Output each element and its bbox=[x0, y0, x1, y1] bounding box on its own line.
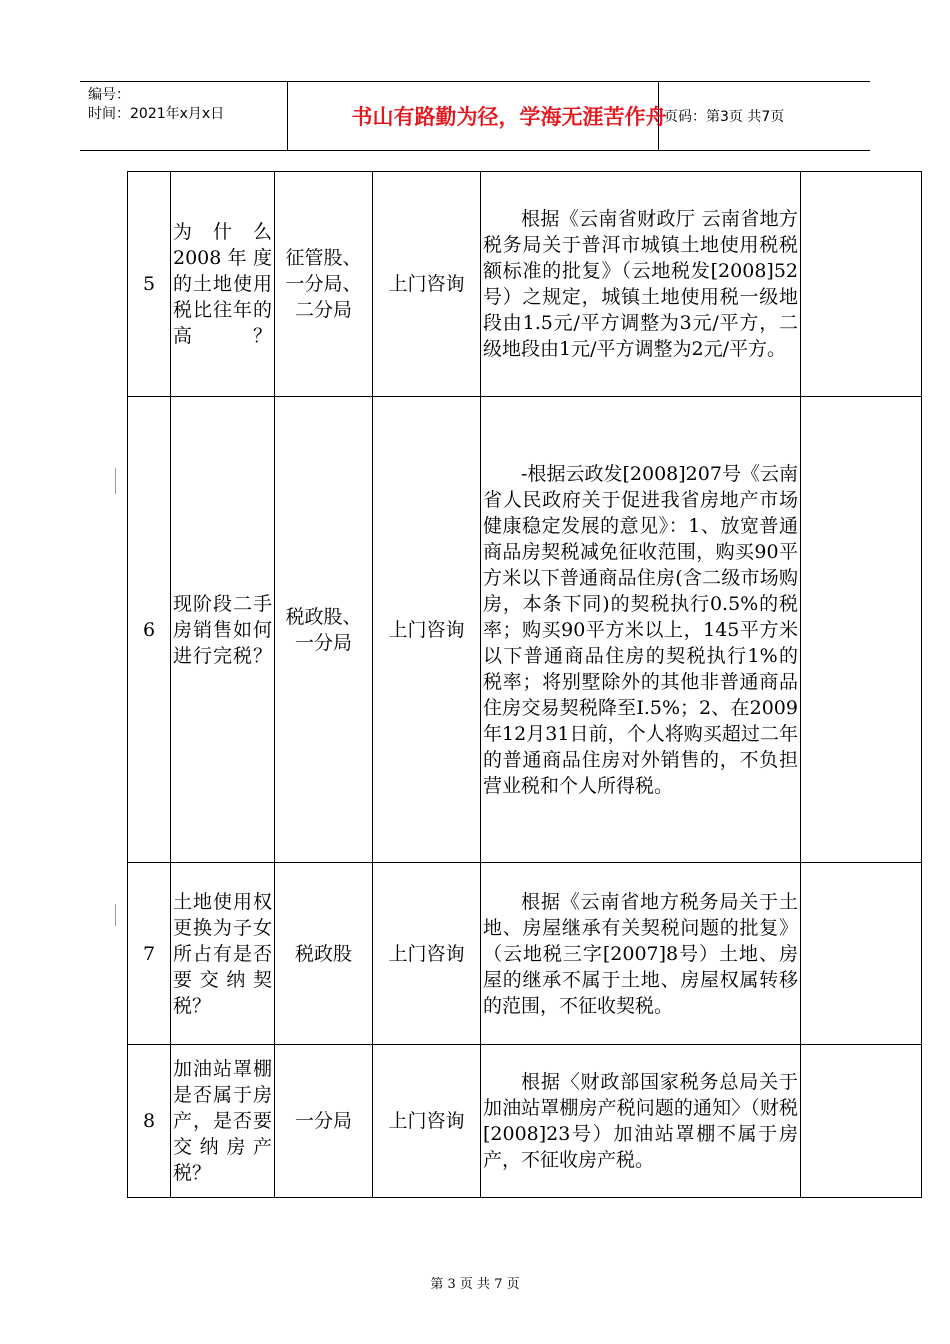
department-cell: 征管股、一分局、二分局 bbox=[275, 172, 373, 397]
table-row bbox=[128, 863, 922, 1045]
question-cell: 土地使用权更换为子女所占有是否要交纳契税？ bbox=[171, 863, 275, 1045]
page-footer: 第 3 页 共 7 页 bbox=[430, 1277, 520, 1292]
header-page-info: 页码：第3页 共7页 bbox=[664, 109, 785, 125]
row-number: 5 bbox=[128, 172, 171, 397]
number-label: 编号： bbox=[88, 87, 130, 103]
answer-cell: 根据《云南省财政厅 云南省地方税务局关于普洱市城镇土地使用税税额标准的批复》（云地税发[2008]52号）之规定，城镇土地使用税一级地段由1.5元/平方调整为3元/平方，二级地段由1元/平方调整为2元/平方。 bbox=[481, 172, 801, 397]
table-row bbox=[128, 397, 922, 863]
remark-cell bbox=[801, 863, 922, 1045]
remark-cell bbox=[801, 172, 922, 397]
margin-mark bbox=[115, 904, 116, 926]
department-cell: 税政股 bbox=[275, 863, 373, 1045]
question-cell: 为什么2008年度的土地使用税比往年的高？ bbox=[171, 172, 275, 397]
page-header bbox=[80, 81, 870, 151]
table-row bbox=[128, 1045, 922, 1198]
row-number: 8 bbox=[128, 1045, 171, 1198]
row-number: 6 bbox=[128, 397, 171, 863]
answer-cell: 根据〈财政部国家税务总局关于加油站罩棚房产税问题的通知〉（财税[2008]23号）加油站罩棚不属于房产，不征收房产税。 bbox=[481, 1045, 801, 1198]
table-row bbox=[128, 172, 922, 397]
time-label: 时间：2021年x月x日 bbox=[88, 106, 225, 122]
remark-cell bbox=[801, 397, 922, 863]
consultation-table bbox=[127, 171, 922, 1198]
method-cell: 上门咨询 bbox=[373, 1045, 481, 1198]
remark-cell bbox=[801, 1045, 922, 1198]
margin-mark bbox=[115, 468, 116, 494]
header-meta bbox=[88, 86, 224, 124]
question-cell: 现阶段二手房销售如何进行完税？ bbox=[171, 397, 275, 863]
method-cell: 上门咨询 bbox=[373, 863, 481, 1045]
method-cell: 上门咨询 bbox=[373, 397, 481, 863]
method-cell: 上门咨询 bbox=[373, 172, 481, 397]
question-cell: 加油站罩棚是否属于房产，是否要交纳房产税？ bbox=[171, 1045, 275, 1198]
row-number: 7 bbox=[128, 863, 171, 1045]
header-motto: 书山有路勤为径，学海无涯苦作舟 bbox=[351, 105, 667, 129]
department-cell: 一分局 bbox=[275, 1045, 373, 1198]
department-cell: 税政股、一分局 bbox=[275, 397, 373, 863]
answer-cell: 根据《云南省地方税务局关于土地、房屋继承有关契税问题的批复》（云地税三字[2007]8号）土地、房屋的继承不属于土地、房屋权属转移的范围，不征收契税。 bbox=[481, 863, 801, 1045]
answer-cell: -根据云政发[2008]207号《云南省人民政府关于促进我省房地产市场健康稳定发展的意见》：1、放宽普通商品房契税减免征收范围，购买90平方米以下普通商品住房(含二级市场购房，本条下同)的契税执行0.5%的税率；购买90平方米以上，145平方米以下普通商品住房的契税执行1%的税率；将别墅除外的其他非普通商品住房交易契税降至I.5%；2、在2009年12月31日前，个人将购买超过二年的普通商品住房对外销售的，不负担营业税和个人所得税。 bbox=[481, 397, 801, 863]
